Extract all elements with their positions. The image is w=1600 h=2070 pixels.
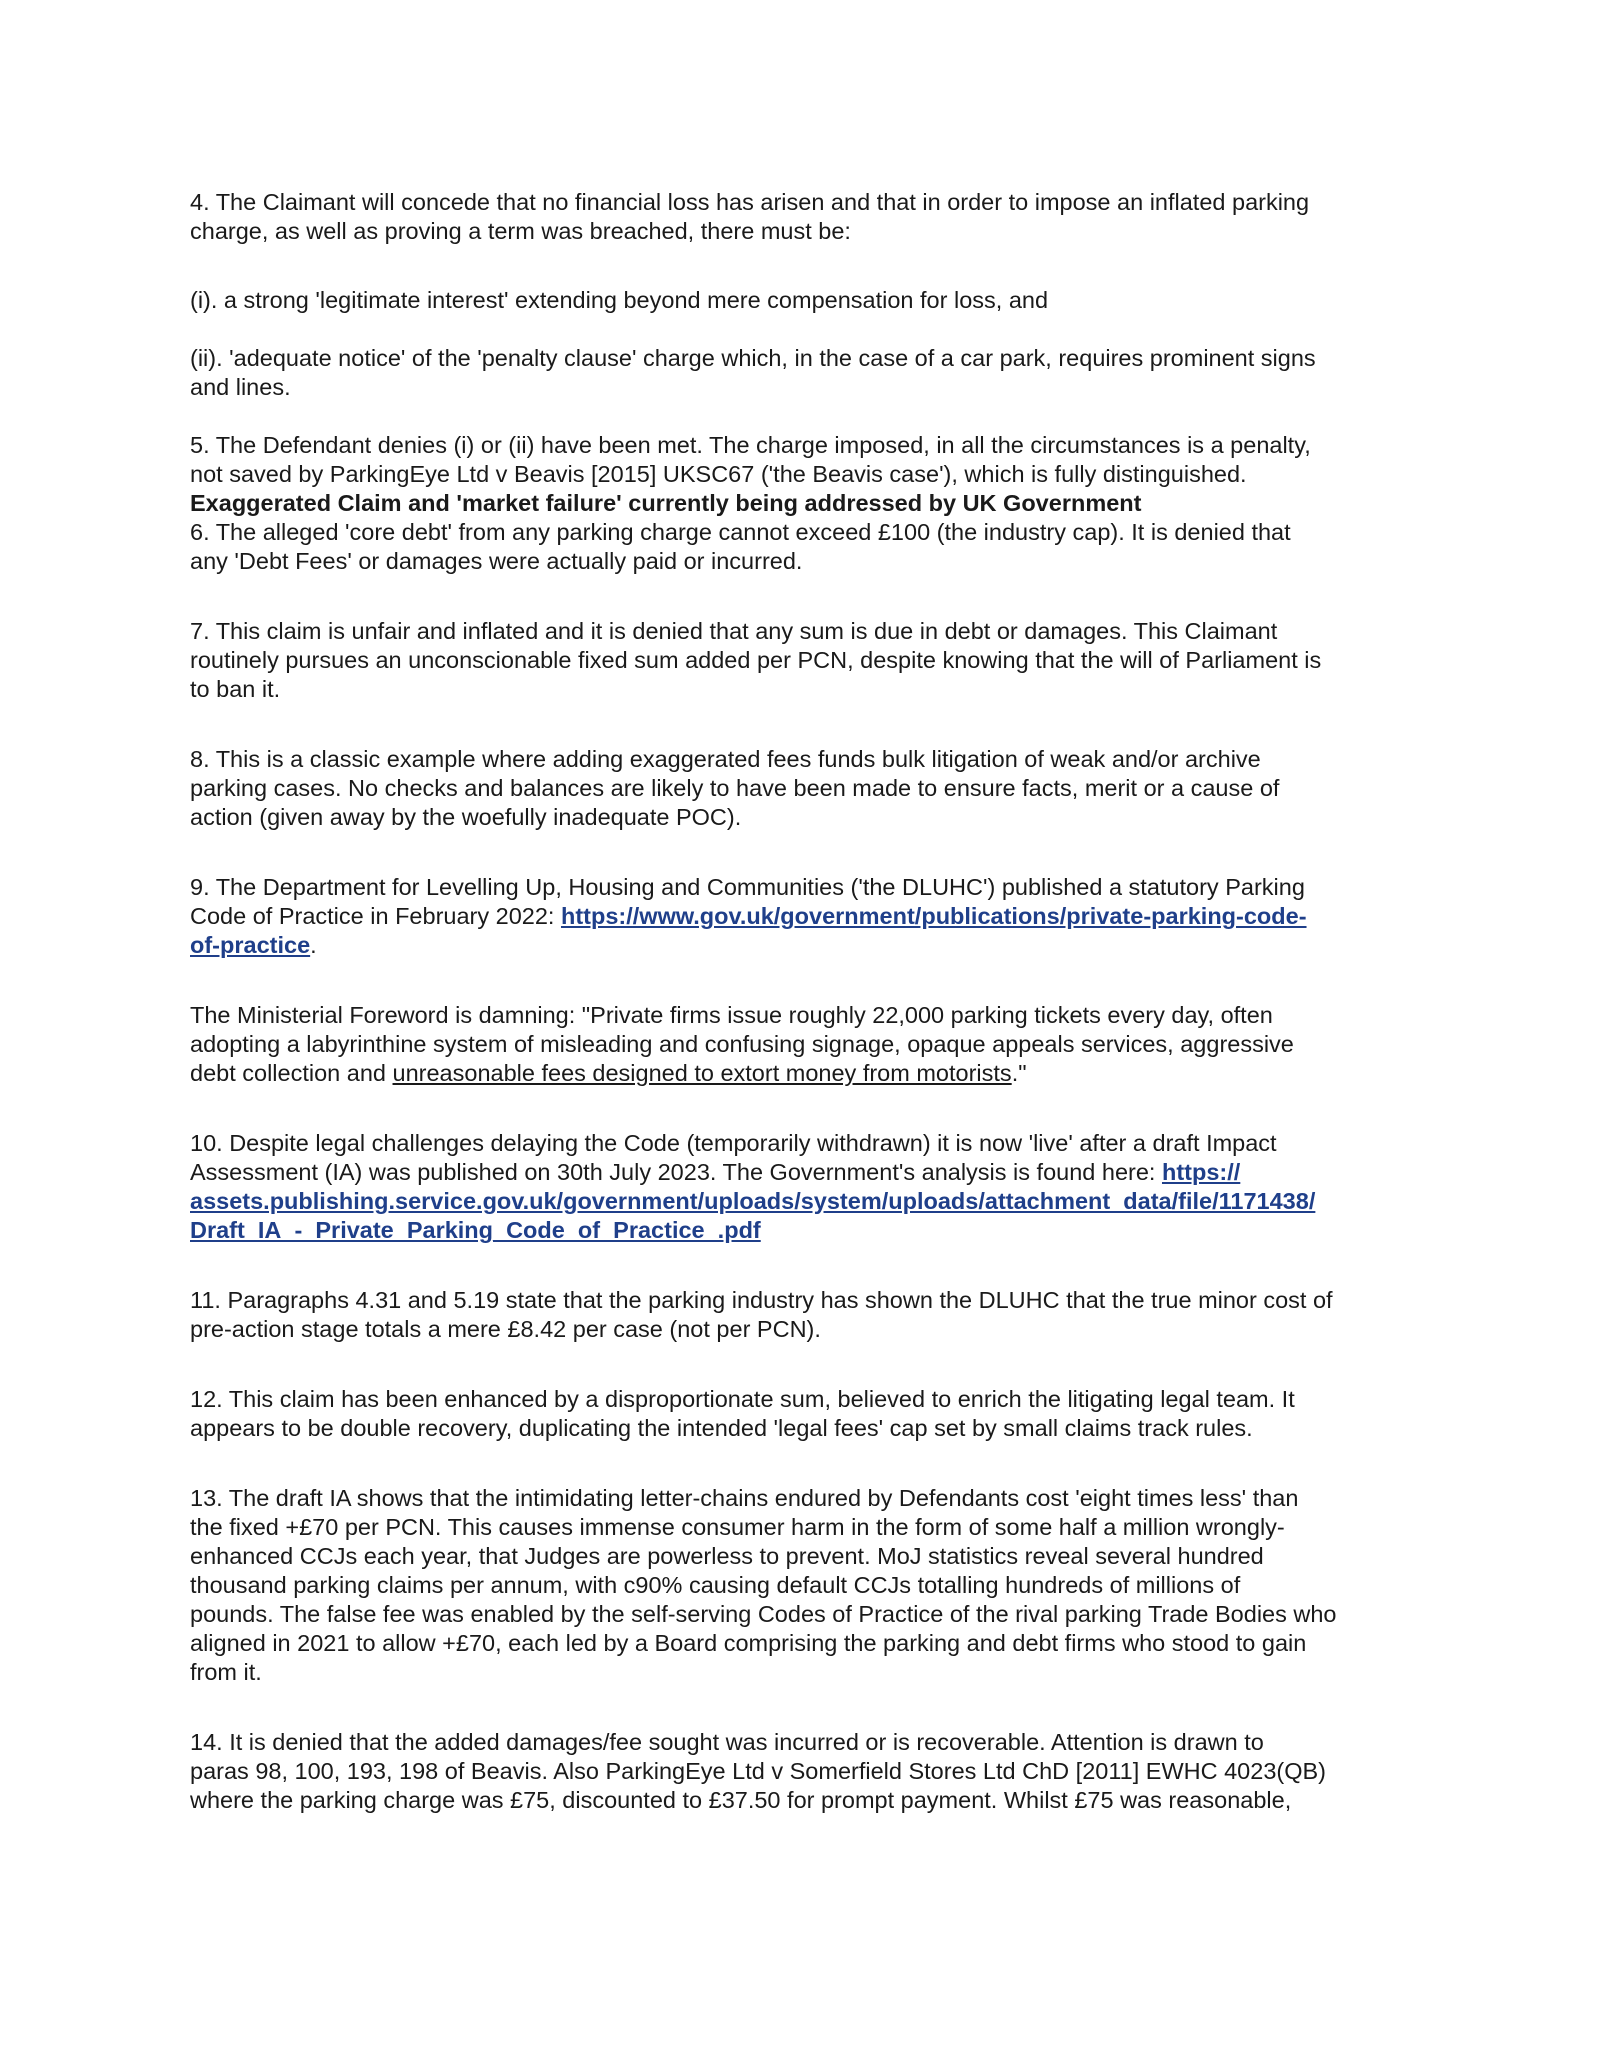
paragraph-11: 11. Paragraphs 4.31 and 5.19 state that the parking industry has shown the DLUHC that the true minor cost of pre-action stage totals a mere £8.42 per case (not per PCN). [190, 1287, 1333, 1342]
paragraph-12: 12. This claim has been enhanced by a disproportionate sum, believed to enrich the litigating legal team. It appears to be double recovery, duplicating the intended 'legal fees' cap set by small claims track rules. [190, 1386, 1295, 1441]
paragraph-4-i: (i). a strong 'legitimate interest' extending beyond mere compensation for loss, and [190, 287, 1049, 313]
document-page [190, 188, 1440, 1815]
paragraph-10 [190, 1129, 1440, 1245]
paragraph-8: 8. This is a classic example where adding exaggerated fees funds bulk litigation of weak and/or archive parking cases. No checks and balances are likely to have been made to ensure facts, merit or a cause of action (given away by the woefully inadequate POC). [190, 746, 1280, 830]
paragraph-13: 13. The draft IA shows that the intimidating letter-chains endured by Defendants cost 'eight times less' than the fixed +£70 per PCN. This causes immense consumer harm in the form of some half a million wrongly- enhanced CCJs each year, that Judges are powerless to prevent. MoJ statistics reveal several hundred thousand parking claims per annum, with c90% causing default CCJs totalling hundreds of millions of pounds. The false fee was enabled by the self-serving Codes of Practice of the rival parking Trade Bodies who aligned in 2021 to allow +£70, each led by a Board comprising the parking and debt firms who stood to gain from it. [190, 1485, 1337, 1685]
foreword-underlined-text: unreasonable fees designed to extort money from motorists [392, 1060, 1012, 1086]
paragraph-5: 5. The Defendant denies (i) or (ii) have been met. The charge imposed, in all the circumstances is a penalty, not saved by ParkingEye Ltd v Beavis [2015] UKSC67 ('the Beavis case'), which is fully distinguished. [190, 432, 1311, 487]
impact-assessment-link[interactable]: https:// assets.publishing.service.gov.uk/government/uploads/system/uploads/attachment_data/file/1171438/ Draft_IA_-_Private_Parking_Code_of_Practice_.pdf [190, 1159, 1316, 1243]
paragraph-10-text: 10. Despite legal challenges delaying the Code (temporarily withdrawn) it is now 'live' after a draft Impact Assessment (IA) was published on 30th July 2023. The Government's analysis is found here: [190, 1130, 1277, 1185]
paragraph-4: 4. The Claimant will concede that no financial loss has arisen and that in order to impose an inflated parking charge, as well as proving a term was breached, there must be: [190, 189, 1310, 244]
paragraph-6: 6. The alleged 'core debt' from any parking charge cannot exceed £100 (the industry cap). It is denied that any 'Debt Fees' or damages were actually paid or incurred. [190, 519, 1291, 574]
section-heading: Exaggerated Claim and 'market failure' currently being addressed by UK Government [190, 490, 1142, 516]
paragraph-9-text: 9. The Department for Levelling Up, Housing and Communities ('the DLUHC') published a statutory Parking Code of Practice in February 2022: [190, 874, 1305, 929]
paragraph-4-ii: (ii). 'adequate notice' of the 'penalty clause' charge which, in the case of a car park, requires prominent signs and lines. [190, 345, 1316, 400]
ministerial-foreword-paragraph [190, 1001, 1440, 1088]
paragraph-7: 7. This claim is unfair and inflated and it is denied that any sum is due in debt or damages. This Claimant routinely pursues an unconscionable fixed sum added per PCN, despite knowing that the will of Parliament is to ban it. [190, 618, 1322, 702]
foreword-text: The Ministerial Foreword is damning: "Private firms issue roughly 22,000 parking tickets every day, often adopting a labyrinthine system of misleading and confusing signage, opaque appeals services, aggressive debt collection and [190, 1002, 1294, 1086]
code-of-practice-link[interactable]: https://www.gov.uk/government/publications/private-parking-code- of-practice [190, 903, 1307, 958]
paragraph-9-end: . [310, 932, 317, 958]
foreword-end: ." [1011, 1060, 1027, 1086]
paragraph-9 [190, 873, 1440, 960]
paragraph-14: 14. It is denied that the added damages/fee sought was incurred or is recoverable. Attention is drawn to paras 98, 100, 193, 198 of Beavis. Also ParkingEye Ltd v Somerfield Stores Ltd ChD [2011] EWHC 4023(QB) where the parking charge was £75, discounted to £37.50 for prompt payment. Whilst £75 was reasonable, [190, 1729, 1326, 1813]
